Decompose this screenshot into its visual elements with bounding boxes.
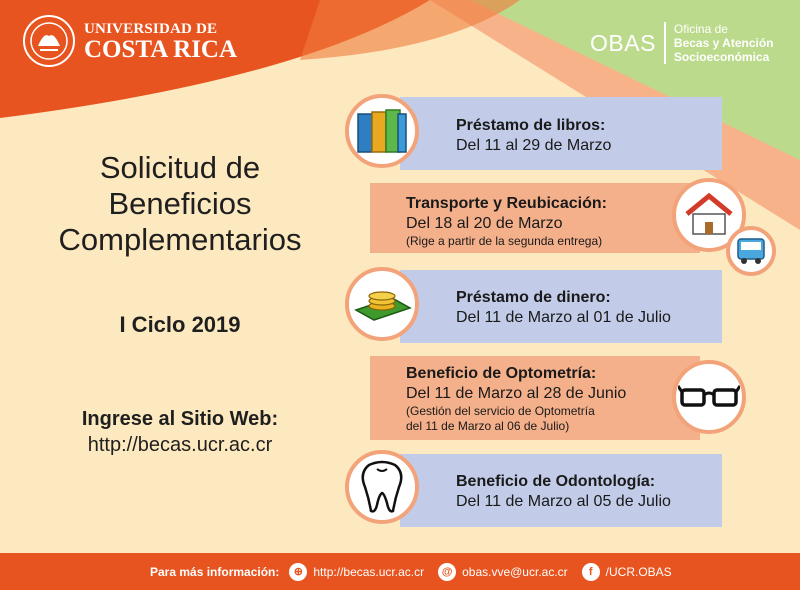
cycle-label: I Ciclo 2019 bbox=[119, 312, 241, 337]
benefit-date: Del 11 al 29 de Marzo bbox=[456, 137, 612, 154]
footer-email-text: obas.vve@ucr.ac.cr bbox=[462, 564, 568, 579]
footer-web-text: http://becas.ucr.ac.cr bbox=[313, 564, 425, 579]
benefit-date: Del 11 de Marzo al 01 de Julio bbox=[456, 309, 671, 326]
benefit-optometry-panel bbox=[370, 356, 700, 440]
benefit-books-panel bbox=[400, 97, 722, 170]
benefit-note: del 11 de Marzo al 06 de Julio) bbox=[406, 419, 570, 433]
facebook-icon: f bbox=[582, 563, 600, 581]
obas-acronym: OBAS bbox=[590, 22, 666, 64]
footer-web-link[interactable] bbox=[289, 563, 424, 581]
money-icon bbox=[352, 284, 412, 324]
at-sign-icon: @ bbox=[438, 563, 456, 581]
benefit-note: (Rige a partir de la segunda entrega) bbox=[406, 234, 603, 248]
footer-email-link[interactable] bbox=[438, 563, 568, 581]
glasses-circle bbox=[672, 360, 746, 434]
main-title bbox=[30, 150, 330, 258]
books-circle bbox=[345, 94, 419, 168]
website-label: Ingrese al Sitio Web: bbox=[81, 408, 279, 430]
benefit-note: (Gestión del servicio de Optometría bbox=[406, 404, 595, 418]
website-url[interactable]: http://becas.ucr.ac.cr bbox=[87, 434, 273, 456]
ucr-logo bbox=[22, 14, 237, 68]
benefit-date: Del 18 al 20 de Marzo bbox=[406, 215, 563, 232]
footer-facebook-link[interactable] bbox=[582, 563, 672, 581]
footer-facebook-text: /UCR.OBAS bbox=[605, 564, 672, 579]
benefit-transport-panel bbox=[370, 183, 700, 253]
title-line1: Solicitud de bbox=[99, 150, 261, 185]
house-icon bbox=[681, 192, 737, 238]
footer-bar bbox=[0, 553, 800, 590]
benefit-date: Del 11 de Marzo al 28 de Junio bbox=[406, 385, 627, 402]
benefit-title: Beneficio de Odontología: bbox=[456, 473, 656, 490]
tooth-circle bbox=[345, 450, 419, 524]
ucr-seal-icon bbox=[22, 14, 76, 68]
bus-icon bbox=[735, 236, 767, 266]
glasses-icon bbox=[678, 382, 740, 412]
benefit-title: Préstamo de dinero: bbox=[456, 289, 611, 306]
tooth-icon bbox=[357, 459, 407, 515]
title-line3: Complementarios bbox=[58, 222, 302, 257]
benefit-money-panel bbox=[400, 270, 722, 343]
benefit-title: Préstamo de libros: bbox=[456, 117, 606, 134]
obas-line2: Becas y Atención bbox=[673, 36, 774, 50]
benefit-date: Del 11 de Marzo al 05 de Julio bbox=[456, 493, 671, 510]
books-icon bbox=[354, 106, 410, 156]
obas-logo bbox=[590, 22, 774, 64]
title-line2: Beneficios bbox=[108, 186, 252, 221]
university-line1: UNIVERSIDAD DE bbox=[84, 20, 218, 37]
benefit-title: Beneficio de Optometría: bbox=[406, 365, 597, 382]
benefit-dental-panel bbox=[400, 454, 722, 527]
university-line2: COSTA RICA bbox=[84, 35, 238, 63]
benefit-title: Transporte y Reubicación: bbox=[406, 195, 607, 212]
bus-circle bbox=[726, 226, 776, 276]
obas-line3: Socioeconómica bbox=[673, 50, 770, 64]
obas-line1: Oficina de bbox=[673, 22, 728, 36]
money-circle bbox=[345, 267, 419, 341]
globe-icon: ⊕ bbox=[289, 563, 307, 581]
footer-label: Para más información: bbox=[150, 564, 280, 579]
